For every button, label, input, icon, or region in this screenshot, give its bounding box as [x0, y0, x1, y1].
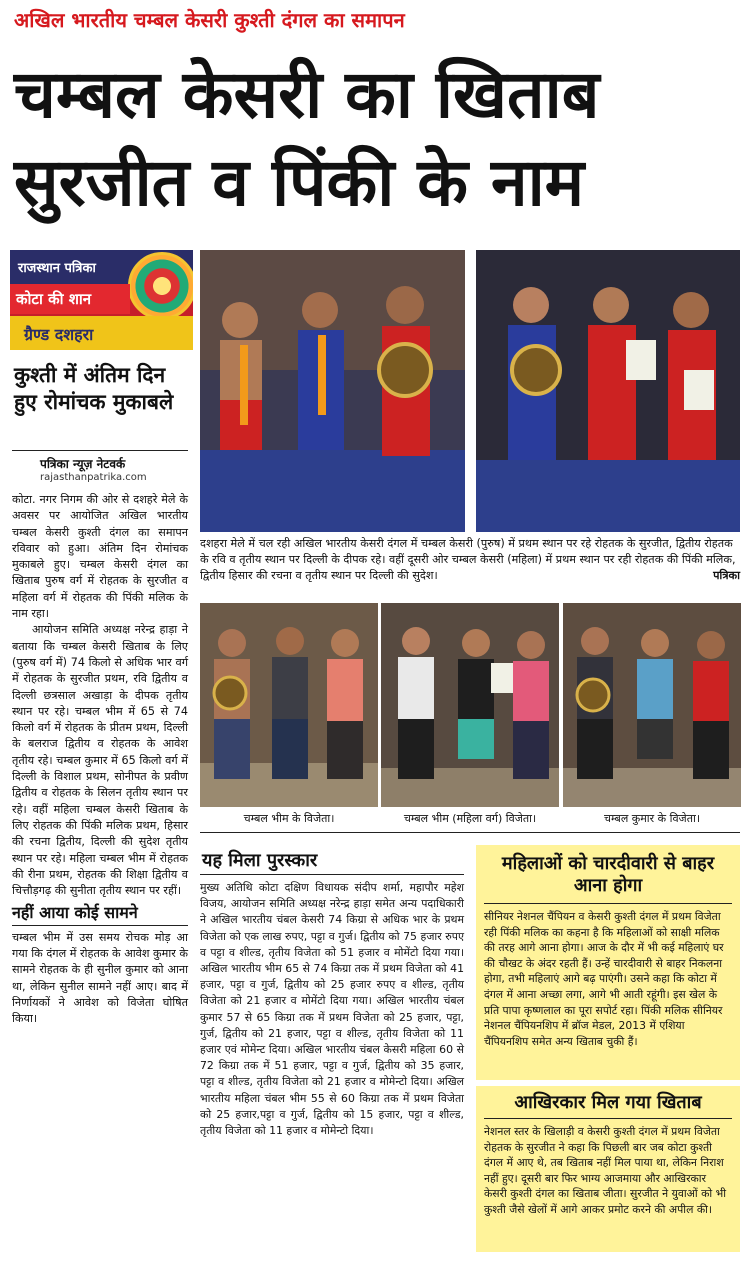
box-women-text: सीनियर नेशनल चैंपियन व केसरी कुश्ती दंगल में प्रथम विजेता रही पिंकी मलिक का कहना है कि महिलाओं को साक्षी मलिक की तरह आगे आना होगा। आज के दौर में भी कई महिलाएं घर की चौखट के अंदर रहती हैं। उन्हें चारदीवारी से बाहर निकलना होगा, तभी महिलाएं आगे बढ़ पाएंगी। उसने कहा कि कोटा में दंगल में आना अच्छा लगा, आगे भी आती रहूंगी। इस खेल के प्रति पापा कृष्णलाल का पूरा सपोर्ट रहा। पिंकी मलिक सीनियर नेशनल चैंपियनशिप में ब्रॉज मेडल, 2013 में एशिया चैंपियनशिप समेत अन्य खिताब चुकी हैं। [484, 910, 724, 1048]
divider [12, 925, 188, 926]
caption-credit: पत्रिका [713, 569, 740, 582]
photo-women-winners [476, 250, 740, 532]
box-women-quote [476, 845, 740, 1080]
caption-text: दशहरा मेले में चल रही अखिल भारतीय केसरी दंगल में चम्बल केसरी (पुरुष) में प्रथम स्थान पर रहे रोहतक के सुरजीत, द्वितीय रोहतक के रवि व तृतीय स्थान पर दिल्ली के दीपक रहे। वहीं दूसरी ओर चम्बल केसरी (महिला) में प्रथम स्थान पर रही रोहतक की पिंकी मलिक, द्वितीय हिसार की रचना व तृतीय स्थान पर दिल्ली की सुदेश। [200, 537, 736, 582]
divider [200, 832, 740, 833]
ferris-wheel-icon [128, 252, 193, 320]
photo-chambal-bheem-winners [200, 603, 378, 807]
box-women-title: महिलाओं को चारदीवारी से बाहर आना होगा [501, 853, 715, 896]
prize-section-title: यह मिला पुरस्कार [202, 850, 318, 871]
main-photo-caption [200, 536, 740, 584]
logo-event: ग्रैण्ड दशहरा [24, 325, 94, 344]
article-paragraph-2: आयोजन समिति अध्यक्ष नरेन्द्र हाड़ा ने बताया कि चम्बल केसरी खिताब के लिए (पुरुष वर्ग में) 74 किलो से अधिक भार वर्ग में रोहतक के सुरजीत प्रथम, रवि द्वितीय व दिल्ली छत्रसाल अखाड़ा के दीपक तृतीय स्थान पर रहे। चम्बल भीम में 65 से 74 किलो वर्ग में रोहतक के प्रीतम प्रथम, दिल्ली के बलराज द्वितीय व रोहतक के आवेश तृतीय रहे। चम्बल कुमार में 65 किलो वर्ग में दिल्ली के विशाल प्रथम, सोनीपत के प्रवीण द्वितीय व रोहतक के सिलन तृतीय स्थान पर रहे। वहीं महिला चम्बल केसरी खिताब के लिए रोहतक की पिंकी मलिक प्रथम, हिसार की रचना द्वितीय, दिल्ली की सुदेश तृतीय स्थान पर रहे। महिला चम्बल भीम में रोहतक की रीना प्रथम, रोहतक की शिक्षा द्वितीय व चित्तौड़गढ़ की सुनीता तृतीय स्थान पर रहीं। [12, 623, 188, 898]
byline-url: rajasthanpatrika.com [40, 472, 147, 483]
grand-dussehra-logo [10, 250, 193, 350]
caption-chambal-bheem: चम्बल भीम के विजेता। [243, 812, 335, 825]
photo-men-winners [200, 250, 465, 532]
prize-text: मुख्य अतिथि कोटा दक्षिण विधायक संदीप शर्मा, महापौर महेश विजय, आयोजन समिति अध्यक्ष नरेन्द्र हाड़ा समेत अन्य पदाधिकारी ने अखिल भारतीय चंबल केसरी 74 किग्रा से अधिक भार के प्रथम विजेता को एक लाख रुपए, पट्टा व गुर्ज। द्वितीय को 75 हजार रुपए व पट्टा व शील्ड, तृतीय विजेता को 51 हजार व मोमेंटो दिया गया। अखिल भारतीय भीम 65 से 74 किग्रा तक में प्रथम विजेता को 41 हजार, पट्टा व गुर्ज, द्वितीय को 25 हजार रुपए व शील्ड, तृतीय विजेता को 21 हजार व मोमेंटो दिया गया। अखिल भारतीय चंबल कुमार 57 से 65 किग्रा तक में प्रथम विजेता को 25 हजार, पट्टा, गुर्ज, द्वितीय को 21 हजार, पट्टा व शील्ड, तृतीय विजेता को 11 हजार एवं मोमेन्ट दिया। अखिल भारतीय चंबल केसरी महिला 60 से 72 किग्रा तक में 51 हजार, पट्टा व गुर्ज, द्वितीय को 35 हजार, पट्टा व शील्ड, तृतीय विजेता को 21 हजार व मोमेन्टो दिया। अखिल भारतीय महिला चंबल भीम 55 से 60 किग्रा तक में प्रथम विजेता को 25 हजार,पट्टा व गुर्ज, द्वितीय को 15 हजार, पट्टा व शील्ड, तृतीय विजेता को 11 हजार व मोमेन्टो दिया। [200, 881, 464, 1138]
article-column [12, 492, 188, 1028]
box-surjeet-title: आखिरकार मिल गया खिताब [514, 1092, 702, 1113]
photo-chambal-kumar-winners [563, 603, 741, 807]
headline-line-1: चम्बल केसरी का खिताब [14, 56, 600, 133]
logo-tag: कोटा की शान [16, 290, 92, 308]
sub-headline: कुश्ती में अंतिम दिन हुए रोमांचक मुकाबले [14, 363, 174, 414]
kicker-headline: अखिल भारतीय चम्बल केसरी कुश्ती दंगल का समापन [14, 8, 405, 32]
section-title-no-opponent: नहीं आया कोई सामने [12, 903, 138, 923]
caption-chambal-kumar: चम्बल कुमार के विजेता। [603, 812, 701, 825]
divider [12, 450, 188, 451]
caption-chambal-bheem-women: चम्बल भीम (महिला वर्ग) विजेता। [403, 812, 537, 825]
article-paragraph-1: कोटा. नगर निगम की ओर से दशहरे मेले के अवसर पर आयोजित अखिल भारतीय चम्बल केसरी कुश्ती दंगल का समापन रविवार को हुआ। अंतिम दिन रोमांचक मुकाबले हुए। चम्बल केसरी दंगल का खिताब पुरुष वर्ग में रोहतक के सुरजीत व महिला वर्ग में रोहतक की पिंकी मलिक के नाम रहा। [12, 493, 188, 621]
headline-line-2: सुरजीत व पिंकी के नाम [14, 144, 585, 221]
article-paragraph-3: चम्बल भीम में उस समय रोचक मोड़ आ गया कि दंगल में रोहतक के आवेश कुमार के सामने रोहतक के ही सुनील कुमार को आना था, लेकिन सुनील सामने नहीं आए। बाद में निर्णायकों ने आवेश को विजेता घोषित किया। [12, 930, 188, 1026]
box-surjeet-quote [476, 1086, 740, 1252]
box-surjeet-text: नेशनल स्तर के खिलाड़ी व केसरी कुश्ती दंगल में प्रथम विजेता रोहतक के सुरजीत ने कहा कि पिछली बार जब कोटा कुश्ती दंगल में आए थे, तब खिताब नहीं मिल पाया था, लेकिन निराश नहीं हुए। दूसरी बार फिर भाग्य आजमाया और आखिरकार केसरी कुश्ती दंगल का खिताब जीता। सुरजीत ने युवाओं को भी कुश्ती जैसे खेलों में आगे आकर प्रमोट करने की अपील की। [484, 1125, 727, 1216]
photo-chambal-bheem-women-winners [381, 603, 559, 807]
divider [200, 874, 464, 875]
logo-brand: राजस्थान पत्रिका [18, 261, 96, 276]
byline: पत्रिका न्यूज़ नेटवर्क [40, 457, 126, 471]
